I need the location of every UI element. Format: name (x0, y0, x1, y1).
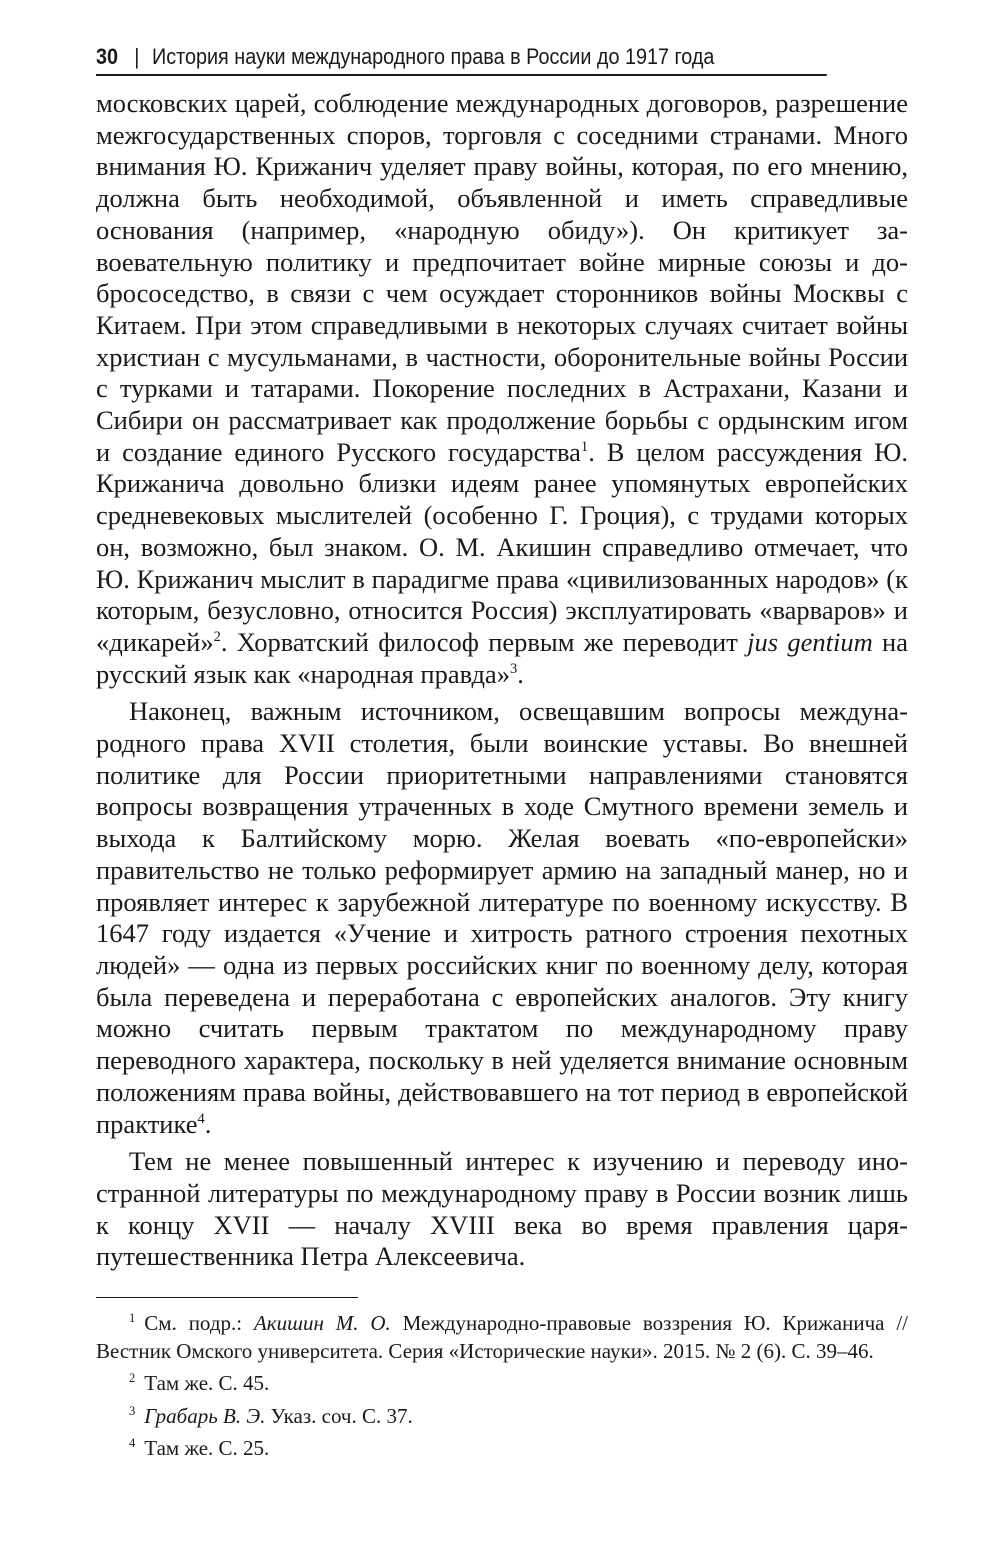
footnote-ref-4: 4 (197, 1110, 205, 1127)
footnote-author: Акишин М. О. (253, 1311, 391, 1336)
paragraph-text: . Хорватский философ первым же переводит (220, 626, 748, 657)
footnote-number: 2 (129, 1371, 136, 1386)
paragraph-text: . (517, 658, 524, 689)
footnote-ref-3: 3 (509, 660, 518, 677)
paragraph-text: Наконец, важным источником, освещавшим вопросы международного права XVII столетия, были воинские уставы. Во внешней политике для России приоритетными направлениями становятся вопросы возвращения утраченных в ходе Смутного времени земель и выхода к Балтийскому морю. Желая воевать «по-европейски» правительство не только реформирует армию на западный манер, но и проявляет интерес к зарубежной литературе по военному искусству. В 1647 году издается «Учение и хитрость ратного строения пехотных людей» — одна из первых российских книг по военному делу, которая была переведена и переработана с европейских аналогов. Эту книгу можно считать первым трактатом по международному праву переводного характера, поскольку в ней уделяется внимание основным положениям права войны, действовавшего на тот период в европейской практике (96, 696, 908, 1139)
footnote-text: Там же. С. 25. (144, 1436, 270, 1461)
footnote-text: Там же. С. 45. (144, 1371, 270, 1396)
paragraph-text: московских царей, соблюдение международных договоров, разрешение межгосударственных споров, торговля с соседними странами. Много внимания Ю. Крижанич уделяет праву войны, которая, по его мнению, должна быть необходимой, объявленной и иметь справедливые основания (например, «народную обиду»). Он критикует завоевательную политику и предпочитает войне мирные союзы и добрососедство, в связи с чем осуждает сторонников войны Москвы с Китаем. При этом справедливыми в некоторых случаях считает войны христиан с мусульманами, в частности, оборонительные войны России с турками и татарами. Покорение последних в Астрахани, Казани и Сибири он рассматривает как продолжение борьбы с ордынским игом и создание единого Русского государства (96, 88, 908, 467)
latin-term: jus gentium (747, 626, 873, 657)
footnotes (96, 1310, 908, 1463)
paragraph-text: Тем не менее повышенный интерес к изучению и переводу иностранной литературы по международному праву в России возник лишь к концу XVII — началу XVIII века во время правления царя-путешественника Петра Алексеевича. (96, 1146, 908, 1272)
running-title: История науки международного права в России до 1917 года (151, 44, 715, 69)
footnote-author: Грабарь В. Э. (144, 1403, 266, 1428)
running-header (96, 40, 827, 76)
page-number: 30 (96, 44, 119, 69)
footnote-text: См. подр.: (144, 1311, 254, 1336)
main-text (96, 88, 908, 1273)
footnote-4 (96, 1435, 908, 1463)
header-separator: | (134, 44, 140, 69)
paragraph-1 (96, 88, 908, 690)
paragraph-text: . (204, 1108, 212, 1139)
footnote-ref-2: 2 (213, 629, 221, 646)
paragraph-2 (96, 696, 908, 1140)
footnote-number: 1 (129, 1311, 136, 1326)
footnote-text: Международно-правовые воззрения Ю. Крижанича // Вестник Омского университета. Серия «Исторические науки». 2015. № 2 (6). С. 39–46. (96, 1311, 908, 1363)
footnote-number: 4 (129, 1436, 136, 1451)
paragraph-3 (96, 1146, 908, 1273)
book-page (96, 40, 908, 1468)
footnote-3 (96, 1403, 908, 1431)
footnote-number: 3 (129, 1403, 136, 1418)
footnote-1 (96, 1310, 908, 1365)
footnote-divider (96, 1297, 358, 1298)
paragraph-text: на русский язык как «народная правда» (96, 626, 908, 689)
footnote-text: Указ. соч. С. 37. (265, 1403, 413, 1428)
paragraph-text: . В целом рассуждения Ю. Крижанича довольно близки идеям ранее упомянутых европейских средневековых мыслителей (особенно Г. Гроция), с трудами которых он, возможно, был знаком. О. М. Акишин справедливо отмечает, что Ю. Крижанич мыслит в парадигме права «цивилизованных народов» (к которым, безусловно, относится Россия) эксплуатировать «варваров» и «дикарей» (96, 436, 908, 657)
footnote-2 (96, 1370, 908, 1398)
footnote-ref-1: 1 (580, 438, 589, 455)
